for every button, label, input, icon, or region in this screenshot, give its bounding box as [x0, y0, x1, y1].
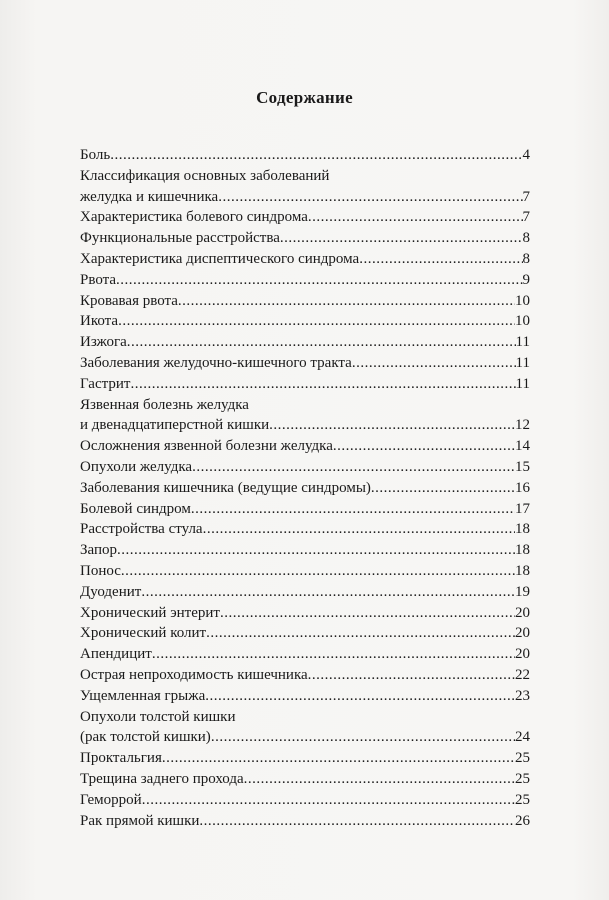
- toc-entry: [80, 686, 530, 707]
- toc-entry-line: [80, 291, 530, 312]
- toc-entry-line: [80, 436, 530, 457]
- dot-leader: [218, 187, 522, 208]
- toc-page-number: 14: [515, 438, 530, 455]
- toc-entry: [80, 665, 530, 686]
- toc-page-number: 20: [515, 646, 530, 663]
- toc-entry-line: [80, 790, 530, 811]
- toc-entry-title: Классификация основных заболеваний: [80, 167, 330, 184]
- toc-entry: [80, 644, 530, 665]
- toc-entry-title: и двенадцатиперстной кишки: [80, 417, 270, 434]
- dot-leader: [280, 228, 523, 249]
- toc-entry: [80, 561, 530, 582]
- toc-entry-title: Понос: [80, 562, 121, 579]
- toc-entry-title: Проктальгия: [80, 750, 162, 767]
- toc-entry-line: [80, 187, 530, 208]
- toc-entry-title: Рак прямой кишки: [80, 812, 200, 829]
- toc-page-number: 25: [515, 791, 530, 808]
- toc-entry-title: Заболевания желудочно-кишечного тракта: [80, 354, 352, 371]
- dot-leader: [118, 311, 515, 332]
- toc-page-number: 11: [515, 334, 530, 351]
- toc-entry: [80, 145, 530, 166]
- toc-entry-line: [80, 353, 530, 374]
- toc-entry-line: [80, 499, 530, 520]
- dot-leader: [121, 561, 515, 582]
- dot-leader: [117, 540, 515, 561]
- toc-entry: [80, 540, 530, 561]
- table-of-contents: [80, 145, 530, 831]
- toc-entry-title: Трещина заднего прохода: [80, 770, 244, 787]
- dot-leader: [352, 353, 516, 374]
- toc-entry: [80, 436, 530, 457]
- toc-entry-line: [80, 811, 530, 832]
- dot-leader: [371, 478, 515, 499]
- toc-entry-title: Изжога: [80, 334, 127, 351]
- toc-entry-line: [80, 561, 530, 582]
- toc-page-number: 25: [515, 750, 530, 767]
- toc-entry-line: [80, 415, 530, 436]
- dot-leader: [192, 457, 515, 478]
- toc-entry-title: Хронический колит: [80, 625, 207, 642]
- dot-leader: [130, 374, 515, 395]
- toc-entry-line: [80, 457, 530, 478]
- toc-entry: [80, 457, 530, 478]
- toc-entry-title: Осложнения язвенной болезни желудка: [80, 438, 333, 455]
- dot-leader: [110, 145, 522, 166]
- toc-page-number: 7: [522, 209, 530, 226]
- dot-leader: [162, 748, 515, 769]
- toc-entry-line: [80, 311, 530, 332]
- toc-page-number: 22: [515, 666, 530, 683]
- toc-entry-title: Гастрит: [80, 375, 131, 392]
- toc-page-number: 10: [515, 292, 530, 309]
- toc-entry: [80, 499, 530, 520]
- toc-entry-title: Опухоли желудка: [80, 458, 193, 475]
- toc-entry-title: Острая непроходимость кишечника: [80, 666, 308, 683]
- toc-entry-title: Характеристика болевого синдрома: [80, 209, 308, 226]
- toc-page-number: 18: [515, 521, 530, 538]
- dot-leader: [269, 415, 515, 436]
- toc-entry-line: [80, 769, 530, 790]
- toc-entry: [80, 353, 530, 374]
- toc-entry-title: Заболевания кишечника (ведущие синдромы): [80, 479, 371, 496]
- dot-leader: [116, 270, 522, 291]
- toc-entry-line: [80, 207, 530, 228]
- dot-leader: [206, 623, 515, 644]
- toc-entry: [80, 166, 530, 208]
- toc-entry-title: Хронический энтерит: [80, 604, 220, 621]
- toc-entry: [80, 811, 530, 832]
- dot-leader: [141, 582, 515, 603]
- toc-entry-line: [80, 332, 530, 353]
- dot-leader: [211, 727, 515, 748]
- dot-leader: [205, 686, 515, 707]
- toc-entry-title: Геморрой: [80, 791, 142, 808]
- toc-entry-title: Расстройства стула: [80, 521, 203, 538]
- toc-page-number: 20: [515, 625, 530, 642]
- toc-entry: [80, 332, 530, 353]
- toc-page-number: 26: [515, 812, 530, 829]
- dot-leader: [127, 332, 516, 353]
- toc-entry-line: [80, 166, 530, 187]
- toc-entry-line: [80, 478, 530, 499]
- toc-page-number: 18: [515, 562, 530, 579]
- page-title: Содержание: [256, 88, 353, 107]
- toc-entry-title: Опухоли толстой кишки: [80, 708, 236, 725]
- toc-entry: [80, 478, 530, 499]
- toc-entry: [80, 623, 530, 644]
- dot-leader: [308, 665, 515, 686]
- toc-entry: [80, 707, 530, 749]
- toc-entry: [80, 519, 530, 540]
- dot-leader: [203, 519, 515, 540]
- toc-page-number: 18: [515, 542, 530, 559]
- toc-entry: [80, 603, 530, 624]
- toc-entry: [80, 769, 530, 790]
- toc-page-number: 19: [515, 583, 530, 600]
- toc-entry-title: Апендицит: [80, 646, 152, 663]
- toc-entry-line: [80, 228, 530, 249]
- toc-entry: [80, 748, 530, 769]
- dot-leader: [359, 249, 522, 270]
- toc-entry-line: [80, 707, 530, 728]
- toc-entry-title: Икота: [80, 313, 119, 330]
- toc-entry-line: [80, 519, 530, 540]
- dot-leader: [178, 291, 515, 312]
- toc-entry-title: Рвота: [80, 271, 117, 288]
- dot-leader: [152, 644, 515, 665]
- toc-entry-line: [80, 748, 530, 769]
- toc-page-number: 25: [515, 770, 530, 787]
- toc-entry: [80, 395, 530, 437]
- toc-entry-title: Болевой синдром: [80, 500, 191, 517]
- toc-page-number: 8: [522, 250, 530, 267]
- toc-entry-line: [80, 727, 530, 748]
- toc-page-number: 24: [515, 729, 530, 746]
- dot-leader: [244, 769, 515, 790]
- dot-leader: [199, 811, 515, 832]
- toc-entry-line: [80, 540, 530, 561]
- toc-page-number: 15: [515, 458, 530, 475]
- toc-entry: [80, 249, 530, 270]
- toc-page-number: 12: [515, 417, 530, 434]
- toc-page-number: 11: [515, 375, 530, 392]
- toc-page-number: 20: [515, 604, 530, 621]
- toc-entry-title: Дуоденит: [80, 583, 142, 600]
- toc-entry-title: Ущемленная грыжа: [80, 687, 206, 704]
- toc-entry-line: [80, 395, 530, 416]
- toc-entry-title: Функциональные расстройства: [80, 230, 280, 247]
- toc-page-number: 16: [515, 479, 530, 496]
- toc-page-number: 8: [522, 230, 530, 247]
- toc-page-number: 7: [522, 188, 530, 205]
- toc-entry-title: Кровавая рвота: [80, 292, 178, 309]
- toc-entry: [80, 207, 530, 228]
- toc-entry-line: [80, 644, 530, 665]
- toc-entry-line: [80, 270, 530, 291]
- toc-entry-line: [80, 145, 530, 166]
- toc-entry-line: [80, 582, 530, 603]
- dot-leader: [308, 207, 523, 228]
- toc-entry: [80, 270, 530, 291]
- dot-leader: [191, 499, 515, 520]
- dot-leader: [220, 603, 515, 624]
- toc-entry: [80, 291, 530, 312]
- toc-entry: [80, 582, 530, 603]
- toc-entry-line: [80, 374, 530, 395]
- toc-page-number: 11: [515, 354, 530, 371]
- toc-page-number: 9: [522, 271, 530, 288]
- dot-leader: [142, 790, 515, 811]
- toc-entry-title: Язвенная болезнь желудка: [80, 396, 249, 413]
- toc-entry-line: [80, 665, 530, 686]
- toc-entry-title: Характеристика диспептического синдрома: [80, 250, 360, 267]
- toc-page-number: 17: [515, 500, 530, 517]
- toc-entry-line: [80, 249, 530, 270]
- toc-entry: [80, 374, 530, 395]
- toc-entry-line: [80, 686, 530, 707]
- toc-entry-title: (рак толстой кишки): [80, 729, 211, 746]
- toc-entry: [80, 790, 530, 811]
- toc-entry: [80, 228, 530, 249]
- toc-entry-title: желудка и кишечника: [80, 188, 219, 205]
- toc-page-number: 10: [515, 313, 530, 330]
- toc-page-number: 23: [515, 687, 530, 704]
- toc-entry-line: [80, 623, 530, 644]
- toc-page-number: 4: [522, 147, 530, 163]
- toc-entry-title: Боль: [80, 147, 111, 163]
- toc-entry-title: Запор: [80, 542, 118, 559]
- dot-leader: [333, 436, 515, 457]
- toc-entry-line: [80, 603, 530, 624]
- toc-entry: [80, 311, 530, 332]
